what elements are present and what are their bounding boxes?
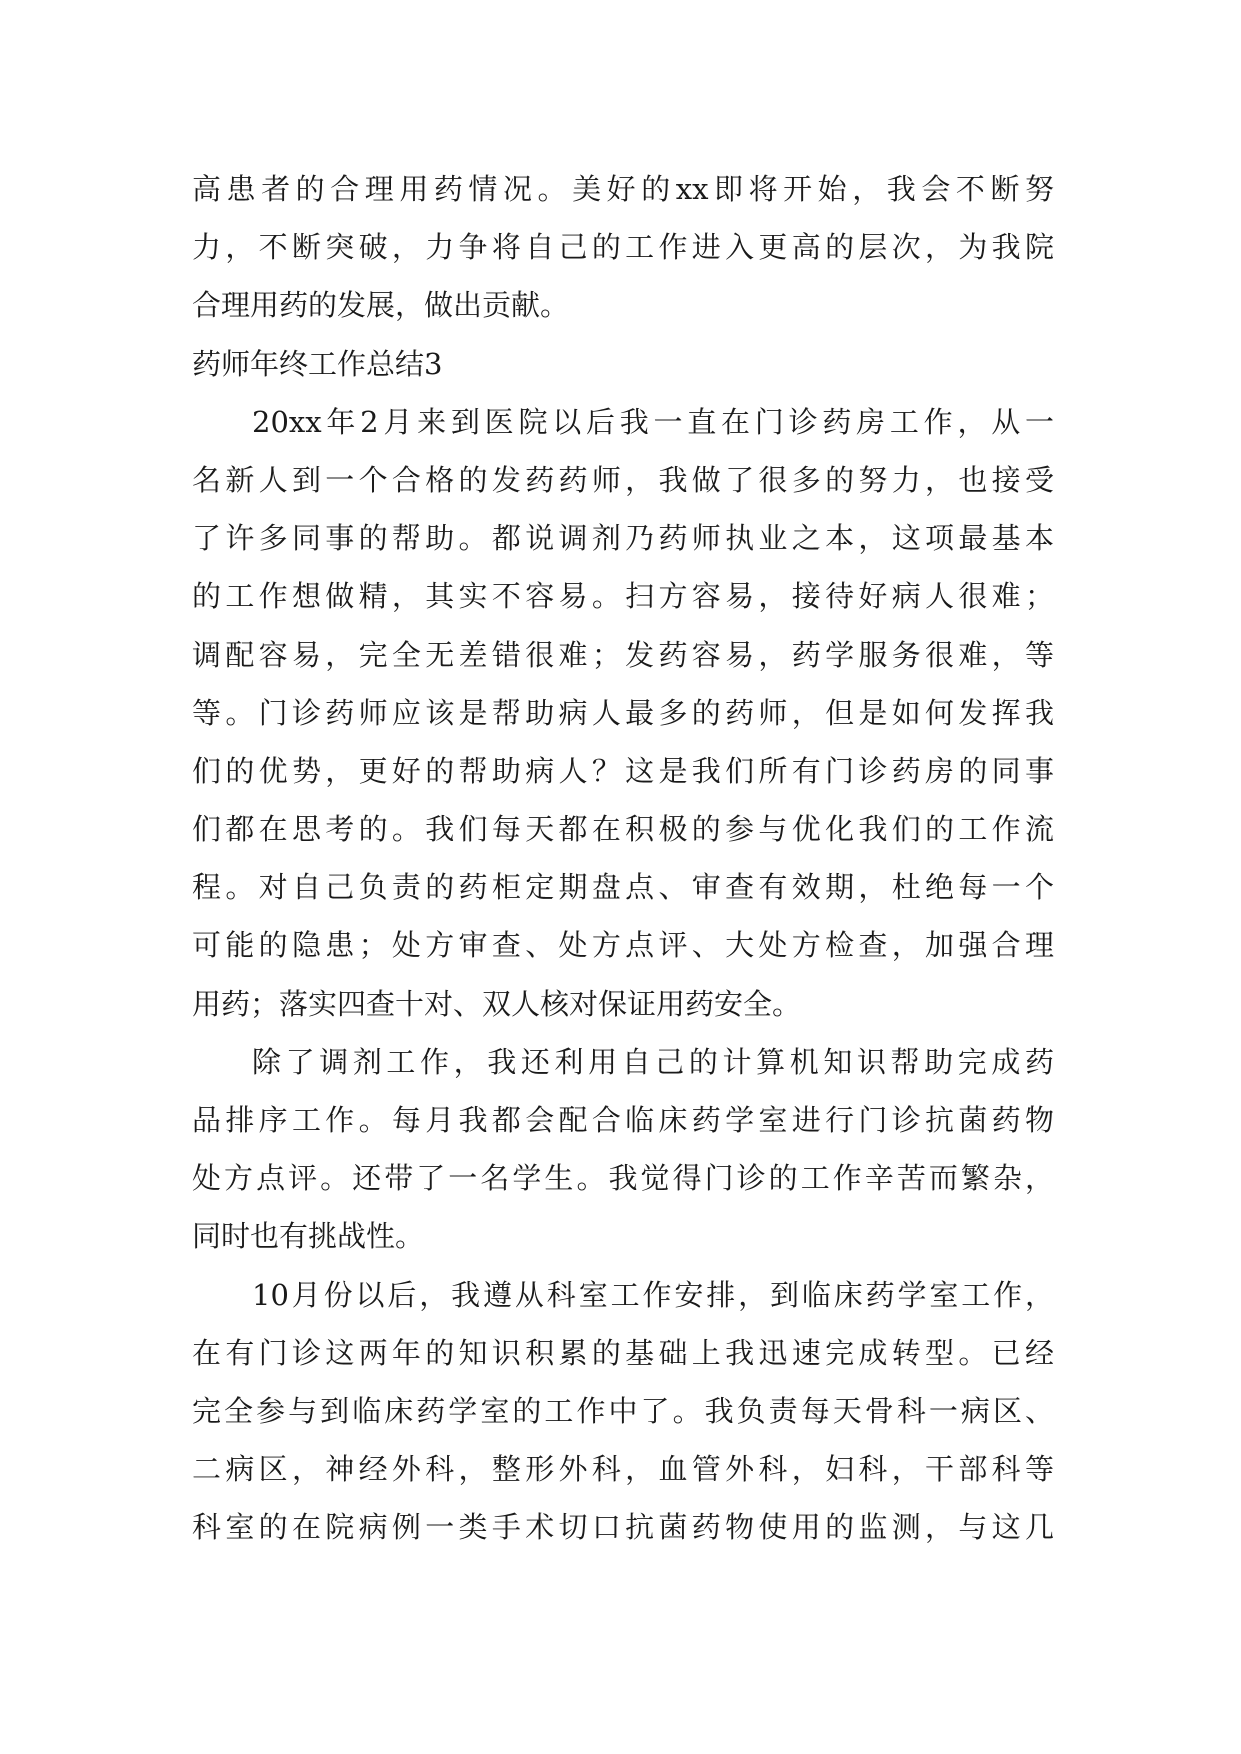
text-line: 们的优势，更好的帮助病人？这是我们所有门诊药房的同事	[192, 753, 1054, 788]
text-line: 调配容易，完全无差错很难；发药容易，药学服务很难，等	[192, 637, 1054, 672]
paragraph-first-line: 除了调剂工作，我还利用自己的计算机知识帮助完成药	[252, 1044, 1054, 1079]
text-line: 处方点评。还带了一名学生。我觉得门诊的工作辛苦而繁杂，	[192, 1161, 1054, 1196]
text-line: 品排序工作。每月我都会配合临床药学室进行门诊抗菌药物	[192, 1103, 1054, 1137]
text-line: 可能的隐患；处方审查、处方点评、大处方检查，加强合理	[192, 928, 1054, 963]
paragraph-first-line: 10月份以后，我遵从科室工作安排，到临床药学室工作，	[252, 1277, 1054, 1312]
text-line: 完全参与到临床药学室的工作中了。我负责每天骨科一病区、	[192, 1393, 1054, 1428]
text-line: 等。门诊药师应该是帮助病人最多的药师，但是如何发挥我	[192, 695, 1054, 730]
text-line: 的工作想做精，其实不容易。扫方容易，接待好病人很难；	[192, 579, 1054, 614]
text-line: 用药；落实四查十对、双人核对保证用药安全。	[192, 986, 802, 1021]
text-line: 力，不断突破，力争将自己的工作进入更高的层次，为我院	[192, 230, 1054, 265]
paragraph-first-line: 20xx年2月来到医院以后我一直在门诊药房工作，从一	[252, 404, 1054, 439]
text-line: 合理用药的发展，做出贡献。	[192, 288, 570, 323]
text-line: 名新人到一个合格的发药药师，我做了很多的努力，也接受	[192, 462, 1054, 497]
text-line: 同时也有挑战性。	[192, 1219, 425, 1254]
text-line: 科室的在院病例一类手术切口抗菌药物使用的监测，与这几	[192, 1510, 1054, 1545]
section-heading: 药师年终工作总结3	[192, 346, 443, 381]
text-line: 高患者的合理用药情况。美好的xx即将开始，我会不断努	[192, 172, 1054, 206]
text-line: 们都在思考的。我们每天都在积极的参与优化我们的工作流	[192, 812, 1054, 847]
text-line: 在有门诊这两年的知识积累的基础上我迅速完成转型。已经	[192, 1335, 1054, 1370]
text-line: 二病区，神经外科，整形外科，血管外科，妇科，干部科等	[192, 1452, 1054, 1487]
document-body	[192, 160, 1054, 1557]
text-line: 了许多同事的帮助。都说调剂乃药师执业之本，这项最基本	[192, 521, 1054, 556]
text-line: 程。对自己负责的药柜定期盘点、审查有效期，杜绝每一个	[192, 870, 1054, 905]
